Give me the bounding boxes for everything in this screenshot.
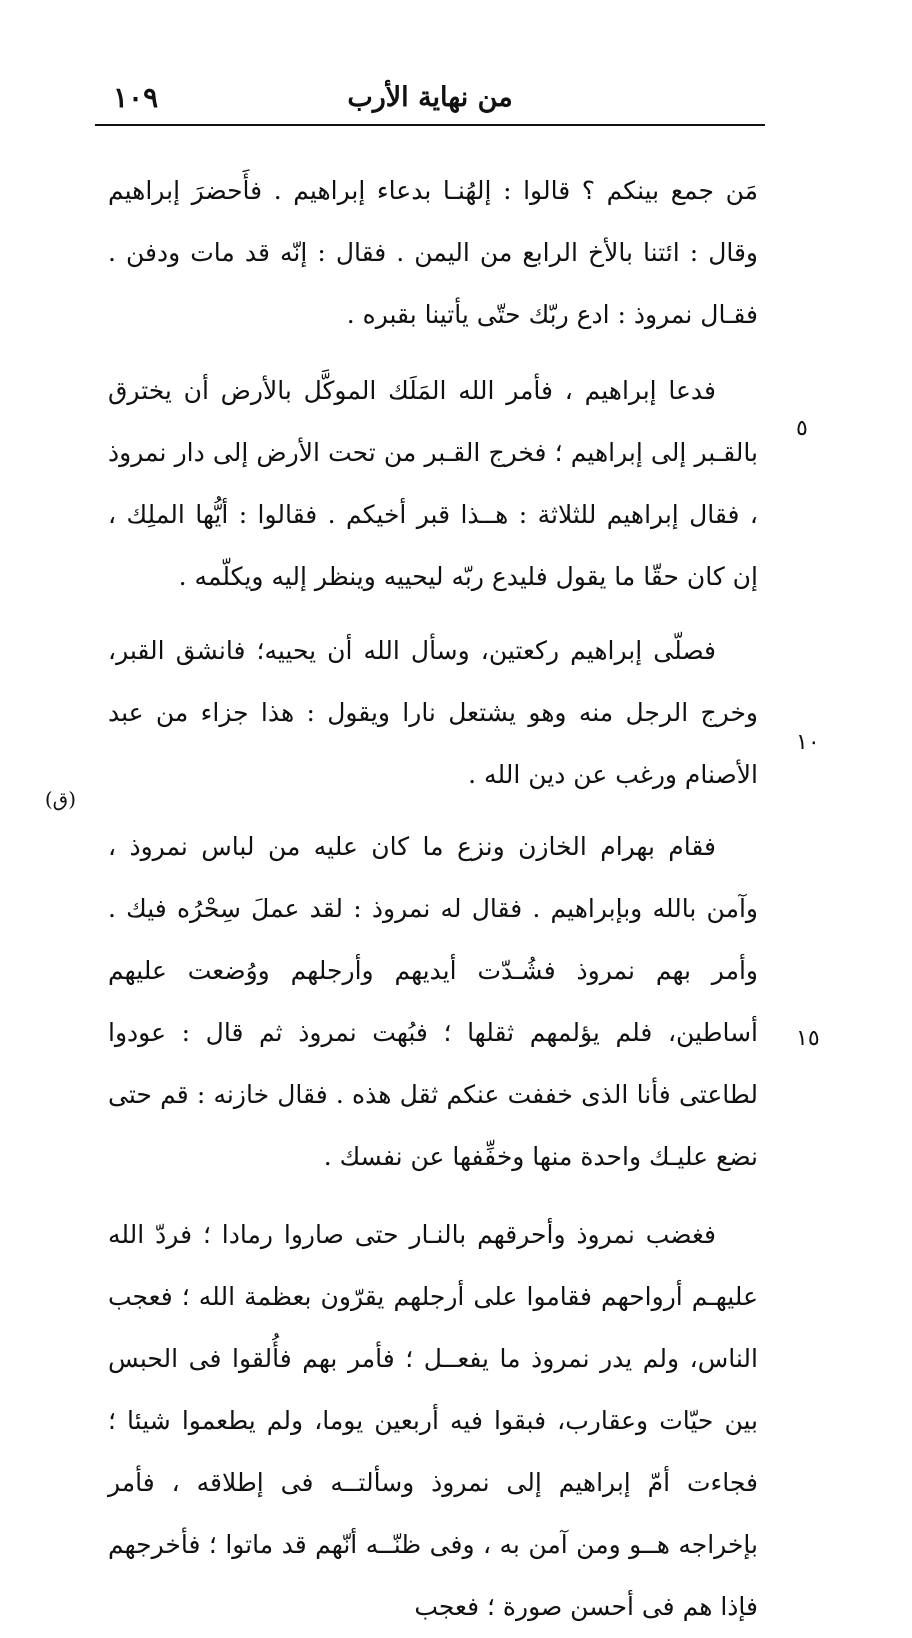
- page-number: ١٠٩: [113, 81, 159, 114]
- line-number-10: ١٠: [796, 730, 820, 755]
- line-number-5: ٥: [796, 416, 808, 441]
- paragraph-2: فدعا إبراهيم ، فأمر الله المَلَك الموكَّل بالأرض أن يخترق بالقـبر إلى إبراهيم ؛ فخرج القـبر من تحت الأرض إلى دار نمروذ ، فقال إبراهيم للثلاثة : هــذا قبر أخيكم . فقالوا : أيُّها الملِك ، إن كان حقّا ما يقول فليدع ربّه ليحييه وينظر إليه ويكلّمه .: [108, 376, 758, 591]
- header-rule: [95, 124, 765, 126]
- paragraph-1: مَن جمع بينكم ؟ قالوا : إلهُنـا بدعاء إبراهيم . فأَحضرَ إبراهيم وقال : ائتنا بالأخ الرابع من اليمن . فقال : إنّه قد مات ودفن . فقـال نمروذ : ادع ربّك حتّى يأتينا بقبره .: [108, 176, 758, 329]
- margin-mark: (ق): [44, 787, 76, 811]
- paragraph-3: فصلّى إبراهيم ركعتين، وسأل الله أن يحييه؛ فانشق القبر، وخرج الرجل منه وهو يشتعل نارا ويقول : هذا جزاء من عبد الأصنام ورغب عن دين الله .: [108, 636, 758, 789]
- line-number-15: ١٥: [796, 1026, 820, 1051]
- header-title: من نهاية الأرب: [347, 82, 513, 113]
- body-text: [108, 160, 758, 1638]
- running-header: [95, 78, 765, 124]
- paragraph-4: فقام بهرام الخازن ونزع ما كان عليه من لباس نمروذ ، وآمن بالله وبإبراهيم . فقال له نمروذ : لقد عملَ سِحْرُه فيك . وأمر بهم نمروذ فشُـدّت أيديهم وأرجلهم ووُضعت عليهم أساطين، فلم يؤلمهم ثقلها ؛ فبُهت نمروذ ثم قال : عودوا لطاعتى فأنا الذى خففت عنكم ثقل هذه . فقال خازنه : قم حتى نضع عليـك واحدة منها وخفِّفها عن نفسك .: [108, 832, 758, 1171]
- paragraph-5: فغضب نمروذ وأحرقهم بالنـار حتى صاروا رمادا ؛ فردّ الله عليهـم أرواحهم فقاموا على أرجلهم يقرّون بعظمة الله ؛ فعجب الناس، ولم يدر نمروذ ما يفعــل ؛ فأمر بهم فأُلقوا فى الحبس بين حيّات وعقارب، فبقوا فيه أربعين يوما، ولم يطعموا شيئا ؛ فجاءت أمّ إبراهيم إلى نمروذ وسألتــه فى إطلاقه ، فأمر بإخراجه هــو ومن آمن به ، وفى ظنّــه أنّهم قد ماتوا ؛ فأخرجهم فإذا هم فى أحسن صورة ؛ فعجب: [108, 1220, 758, 1621]
